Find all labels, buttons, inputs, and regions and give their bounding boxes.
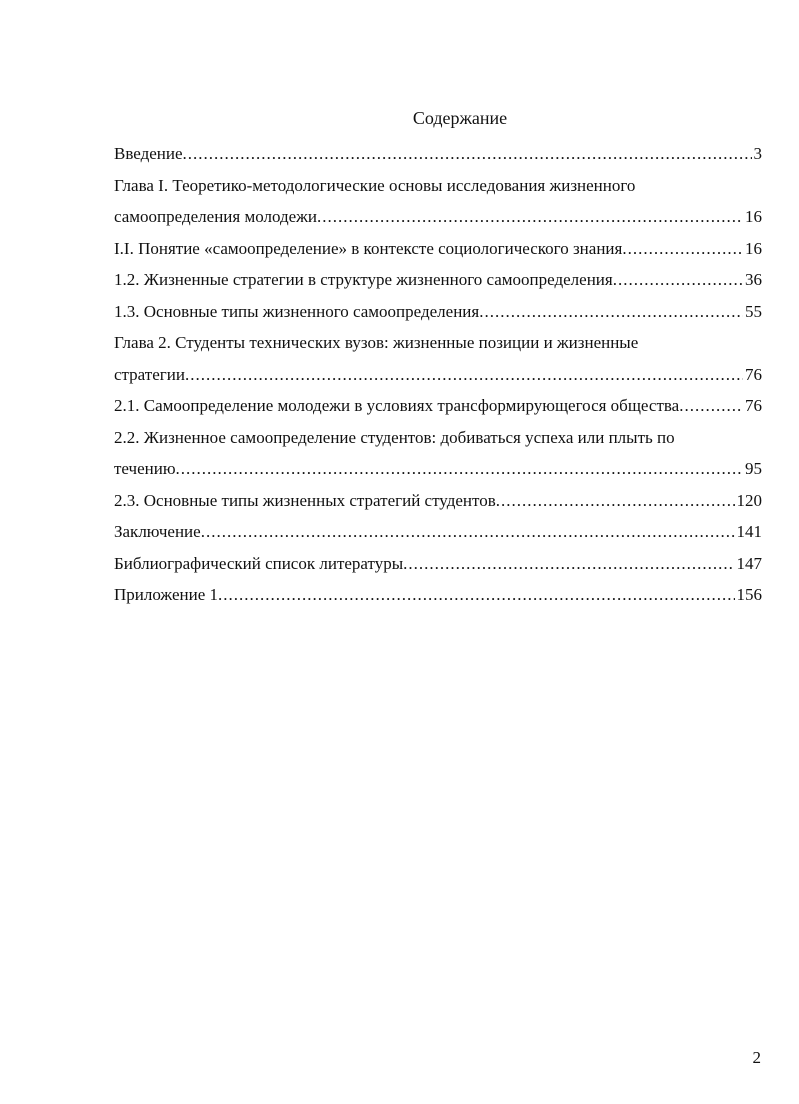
toc-entry-page: 120 — [736, 490, 762, 510]
toc-entry-page: 36 — [745, 270, 762, 289]
toc-entry[interactable] — [114, 138, 762, 170]
toc-entry-label: I.I. Понятие «самоопределение» в контексте социологического знания — [114, 238, 623, 258]
toc-entry[interactable] — [114, 296, 762, 328]
page-title: Содержание — [412, 108, 508, 128]
dot-leader — [496, 485, 735, 517]
toc-entry[interactable] — [114, 264, 762, 296]
toc-entry-line: Глава I. Теоретико-методологические основы исследования жизненного — [114, 175, 636, 195]
dot-leader — [622, 233, 743, 265]
toc-entry-row — [114, 233, 762, 265]
toc-entry-row — [114, 485, 762, 517]
dot-leader — [613, 264, 743, 296]
dot-leader — [679, 390, 743, 422]
table-of-contents — [114, 138, 762, 611]
toc-entry[interactable] — [114, 516, 762, 548]
dot-leader — [403, 548, 734, 580]
toc-entry-page: 95 — [745, 459, 762, 478]
toc-entry-label: Заключение — [114, 522, 201, 541]
toc-entry-row — [114, 579, 762, 611]
toc-entry[interactable] — [114, 327, 762, 390]
toc-entry-row — [114, 296, 762, 328]
toc-entry-row — [114, 390, 762, 422]
toc-entry-label: 2.3. Основные типы жизненных стратегий студентов — [114, 490, 496, 510]
toc-entry[interactable] — [114, 548, 762, 580]
toc-entry[interactable] — [114, 485, 762, 517]
dot-leader — [183, 138, 752, 170]
toc-entry-line: 2.2. Жизненное самоопределение студентов: добиваться успеха или плыть по — [114, 427, 675, 447]
toc-entry-page: 16 — [745, 207, 762, 226]
toc-entry-row — [114, 548, 762, 580]
toc-entry-page: 3 — [753, 144, 762, 163]
toc-entry-page: 76 — [745, 364, 762, 384]
dot-leader — [176, 453, 743, 485]
toc-entry-label: 1.2. Жизненные стратегии в структуре жизненного самоопределения — [114, 270, 613, 289]
toc-entry[interactable] — [114, 579, 762, 611]
toc-entry-label: Введение — [114, 144, 183, 163]
toc-entry-page: 76 — [745, 396, 762, 415]
toc-entry-row — [114, 138, 762, 170]
toc-entry-page: 156 — [736, 585, 762, 604]
toc-entry-label: стратегии — [114, 364, 185, 384]
toc-entry[interactable] — [114, 170, 762, 233]
dot-leader — [201, 516, 735, 548]
dot-leader — [317, 201, 743, 233]
toc-entry-label: самоопределения молодежи — [114, 207, 318, 226]
toc-entry-page: 16 — [745, 238, 762, 258]
toc-entry-label: Библиографический список литературы — [114, 553, 404, 573]
page-number: 2 — [752, 1048, 761, 1067]
toc-entry-page: 55 — [745, 301, 762, 321]
toc-entry-page: 141 — [736, 522, 762, 541]
toc-entry-row — [114, 516, 762, 548]
toc-entry[interactable] — [114, 390, 762, 422]
toc-entry-label: 2.1. Самоопределение молодежи в условиях трансформирующегося общества — [114, 396, 680, 415]
toc-entry-label: Приложение 1 — [114, 585, 218, 604]
toc-entry-row — [114, 264, 762, 296]
toc-entry-row — [114, 453, 762, 485]
toc-entry-label: течению — [114, 459, 176, 478]
toc-entry-line: Глава 2. Студенты технических вузов: жизненные позиции и жизненные — [114, 333, 639, 352]
toc-entry[interactable] — [114, 233, 762, 265]
toc-entry-row — [114, 359, 762, 391]
toc-entry-page: 147 — [736, 553, 762, 573]
dot-leader — [185, 359, 743, 391]
toc-entry-row — [114, 201, 762, 233]
toc-entry[interactable] — [114, 422, 762, 485]
toc-entry-label: 1.3. Основные типы жизненного самоопределения — [114, 301, 480, 321]
dot-leader — [479, 296, 743, 328]
dot-leader — [218, 579, 735, 611]
